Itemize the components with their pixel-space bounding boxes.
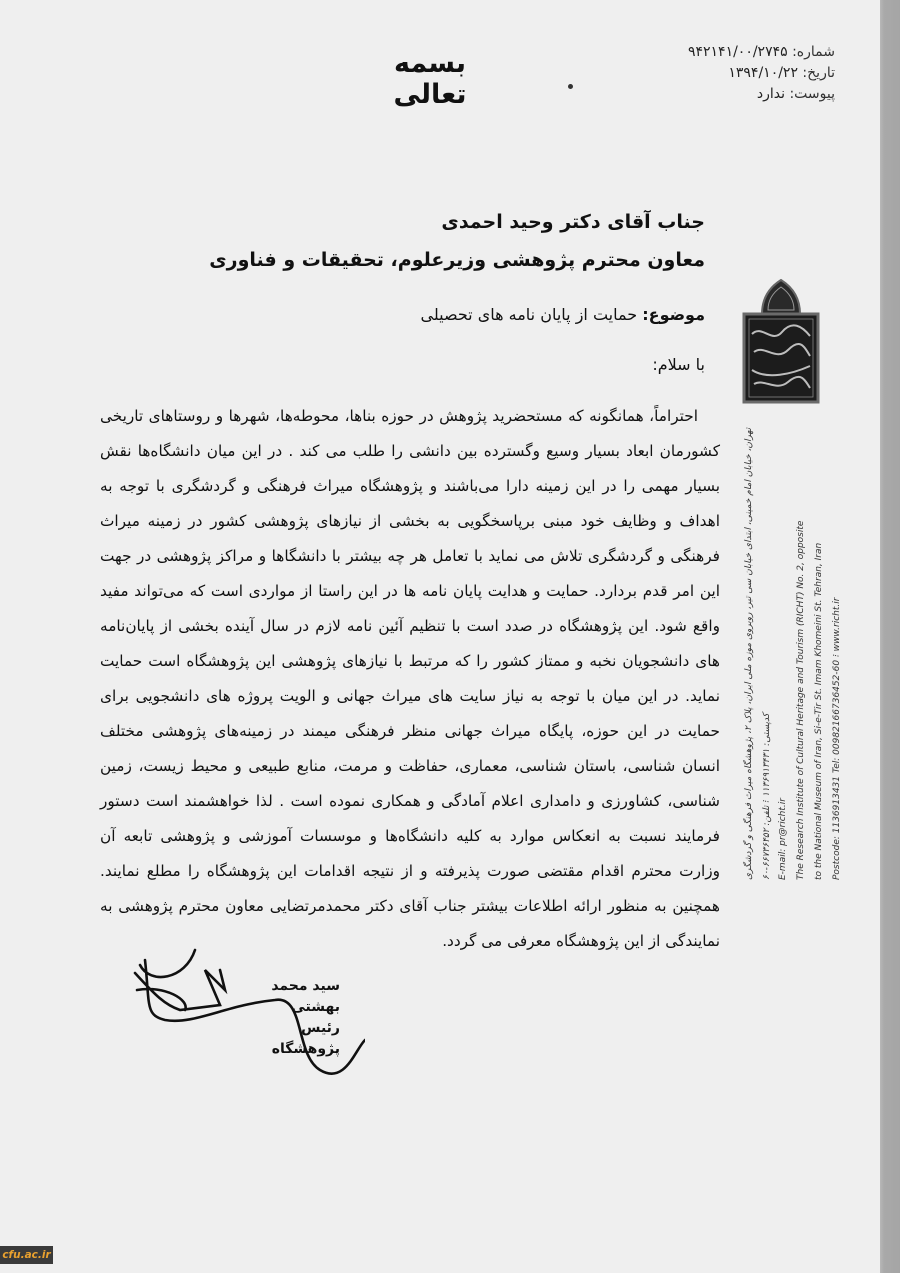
ink-dot: [568, 84, 573, 89]
recipient-name: جناب آقای دکتر وحید احمدی: [441, 211, 705, 233]
letter-date-row: [605, 63, 835, 84]
scan-edge-strip: [880, 0, 900, 1273]
number-value: ۹۴۲۱۴۱/۰۰/۲۷۴۵: [687, 44, 788, 60]
body-paragraph: احتراماً، همانگونه که مستحضرید پژوهش در حوزه بناها، محوطه‌ها، شهرها و روستاهای تاریخی کشورمان ابعاد بسیار وسیع وگسترده بین دانشی را طلب می کند . در این میان دانشگاه‌ها نقش بسیار مهمی را در این زمینه دارا می‌باشند و پژوهشگاه میراث فرهنگی و گردشگری با توجه به اهداف و وظایف خود مبنی برپاسخگویی به بخشی از نیازهای پژوهشی کشور در زمینه میراث فرهنگی و گردشگری تلاش می نماید با تعامل هر چه بیشتر با دانشگاها و مراکز پژوهشی در جهت این امر قدم بردارد. حمایت و هدایت پایان نامه ها در این راستا از مواردی است که می‌تواند مفید واقع شود. این پژوهشگاه در صدد است با تنظیم آئین نامه لازم در سال آینده بخشی از پایان‌نامه های دانشجویان نخبه و ممتاز کشور را که مرتبط با نیازهای پژوهشی این پژوهشگاه است حمایت نماید. در این میان با توجه به نیاز سایت های میراث جهانی و الویت پروژه های دانشجویی برای حمایت در این حوزه، پایگاه میراث جهانی منظر فرهنگی میمند در زمینه‌های پژوهشی مختلف انسان شناسی، باستان شناسی، معماری، حفاظت و مرمت، منابع طبیعی و محیط زیست، زمین شناسی، کشاورزی و دامداری اعلام آمادگی و همکاری نموده است . لذا خواهشمند است دستور فرمایند نسبت به انعکاس موارد به کلیه دانشگاه‌ها و موسسات آموزشی و پژوهشی تابعه آن وزارت محترم اقدام مقتضی صورت پذیرفته و از نتیجه اقدامات این پژوهشگاه را مطلع نمایند. همچنین به منظور ارائه اطلاعات بیشتر جناب آقای دکتر محمدمرتضایی معاون محترم پژوهشی به نمایندگی از این پژوهشگاه معرفی می گردد.: [100, 407, 720, 950]
letter-number-row: [605, 42, 835, 63]
invocation-heading: بسمه تعالی: [393, 48, 467, 110]
signatory-name: سید محمد بهشتی: [271, 978, 340, 1015]
institute-logo-icon: [742, 274, 820, 404]
letter-body: [100, 399, 720, 959]
letter-meta: [605, 42, 835, 105]
side-english-name: The Research Institute of Cultural Heritage and Tourism (RICHT) No. 2, opposite: [796, 520, 806, 880]
greeting: با سلام:: [652, 355, 705, 374]
subject-line: [145, 305, 705, 324]
letter-attachment-row: [605, 84, 835, 105]
date-value: ۱۳۹۴/۱۰/۲۲: [728, 65, 798, 81]
side-email: E-mail: pr@richt.ir: [778, 798, 788, 880]
subject-label: موضوع:: [642, 305, 705, 324]
recipient-block: [145, 203, 705, 279]
side-english-contact: Postcode: 1136913431 Tel: 00982166736452-60 ⁝ www.richt.ir: [832, 597, 842, 880]
subject-value: حمایت از پایان نامه های تحصیلی: [420, 305, 638, 324]
date-label: تاریخ:: [802, 65, 835, 81]
number-label: شماره:: [792, 44, 835, 60]
signature-block: [230, 976, 340, 1060]
attachment-label: پیوست:: [789, 86, 835, 102]
side-persian-address: تهران، خیابان امام خمینی، ابتدای خیابان سی تیر، روبروی موزه ملی ایران، پلاک ۲، پژوهشگاه میراث فرهنگی و گردشگری: [744, 427, 754, 880]
attachment-value: ندارد: [756, 86, 785, 102]
signatory-title: رئیس پژوهشگاه: [271, 1020, 340, 1057]
site-watermark: cfu.ac.ir: [0, 1246, 53, 1264]
side-english-address: to the National Museum of Iran, Si-e-Tir St. Imam Khomeini St. Tehran, Iran: [814, 542, 824, 880]
recipient-title: معاون محترم پژوهشی وزیرعلوم، تحقیقات و فناوری: [209, 249, 705, 271]
institute-contact-sidebar: [742, 420, 852, 880]
side-phone-fa: کدپستی: ۱۱۳۶۹۱۳۴۳۱ ⁝ تلفن: ۶۶۷۳۶۴۵۲-۶۰: [762, 713, 772, 880]
